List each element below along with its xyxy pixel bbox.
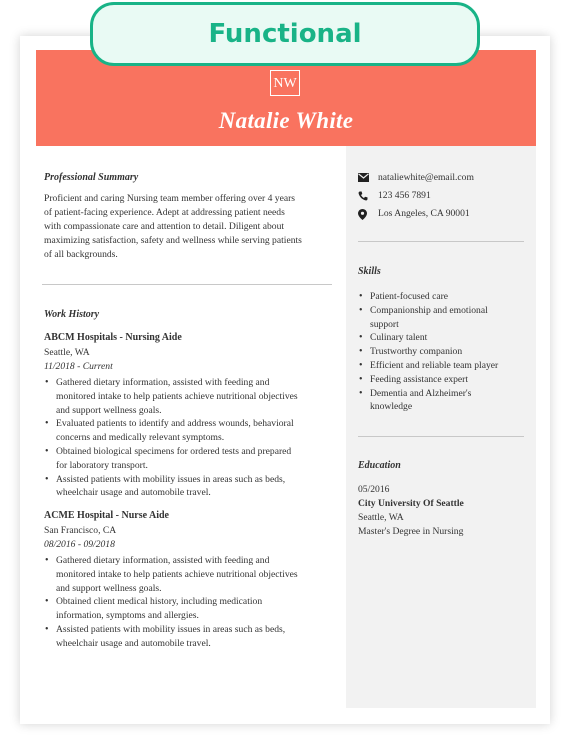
job-duty: • Evaluated patients to identify and address wounds, behavioral concerns and medically relevant symptoms. [44, 417, 336, 445]
summary-heading: Professional Summary [44, 172, 139, 183]
skills-heading: Skills [358, 266, 381, 277]
skill-item: • Dementia and Alzheimer's knowledge [358, 387, 534, 415]
work-history-heading: Work History [44, 309, 100, 320]
summary-line: Proficient and caring Nursing team member offering over 4 years [44, 193, 296, 204]
education-location: Seattle, WA [358, 512, 404, 523]
summary-line: of all backgrounds. [44, 249, 118, 260]
job-duty: • Obtained biological specimens for ordered tests and prepared for laboratory transport. [44, 445, 336, 473]
job-dates: 08/2016 - 09/2018 [44, 539, 115, 550]
job-duty: • Assisted patients with mobility issues in areas such as beds, wheelchair usage and automobile travel. [44, 473, 336, 501]
sidebar-column: nataliewhite@email.com 123 456 7891 Los Angeles, CA 90001 Skills • Patient-focused care • Companionship and emotional support • Culinary talent • Trustworthy companion • Efficient and reliable team player • Feeding assistance expert • Dementia and Alzheimer's knowledge Education 05/2016 City University Of Seattle Seattle, WA Master's Degree in Nursing [346, 146, 536, 708]
skill-item: • Trustworthy companion [358, 345, 534, 359]
skill-item: • Companionship and emotional support [358, 304, 534, 332]
skills-list [358, 290, 534, 414]
mail-icon [358, 173, 369, 182]
summary-line: maximizing satisfaction, safety and wellness while serving patients [44, 235, 302, 246]
education-date: 05/2016 [358, 484, 390, 495]
job-title: ABCM Hospitals - Nursing Aide [44, 332, 182, 343]
skill-item: • Feeding assistance expert [358, 373, 534, 387]
location-pin-icon [358, 209, 367, 220]
job-duty: • Obtained client medical history, including medication information, symptoms and allergies. [44, 595, 336, 623]
summary-text [44, 192, 334, 262]
education-school: City University Of Seattle [358, 498, 464, 509]
skill-item: • Efficient and reliable team player [358, 359, 534, 373]
skill-item: • Patient-focused care [358, 290, 534, 304]
candidate-name: Natalie White [218, 108, 354, 133]
section-divider [358, 241, 524, 242]
job-duty: • Assisted patients with mobility issues in areas such as beds, wheelchair usage and automobile travel. [44, 623, 336, 651]
section-divider [358, 436, 524, 437]
job-location: Seattle, WA [44, 347, 90, 358]
summary-line: of patient-facing experience. Adept at addressing patient needs [44, 207, 285, 218]
job-dates: 11/2018 - Current [44, 361, 113, 372]
phone-icon [358, 191, 368, 201]
job-duties-list [44, 376, 336, 500]
education-degree: Master's Degree in Nursing [358, 526, 464, 537]
summary-line: with compassionate care and attention to detail. Diligent about [44, 221, 285, 232]
template-style-badge: Functional [90, 2, 480, 66]
section-divider [42, 284, 332, 285]
education-heading: Education [358, 460, 401, 471]
job-duty: • Gathered dietary information, assisted with feeding and monitored intake to help patients achieve nutritional objectives and support wellness goals. [44, 376, 336, 417]
monogram: NW [270, 70, 300, 96]
resume-document [36, 50, 536, 708]
skill-item: • Culinary talent [358, 331, 534, 345]
job-duty: • Gathered dietary information, assisted with feeding and monitored intake to help patients achieve nutritional objectives and support wellness goals. [44, 554, 336, 595]
job-title: ACME Hospital - Nurse Aide [44, 510, 169, 521]
job-location: San Francisco, CA [44, 525, 117, 536]
job-duties-list [44, 554, 336, 651]
